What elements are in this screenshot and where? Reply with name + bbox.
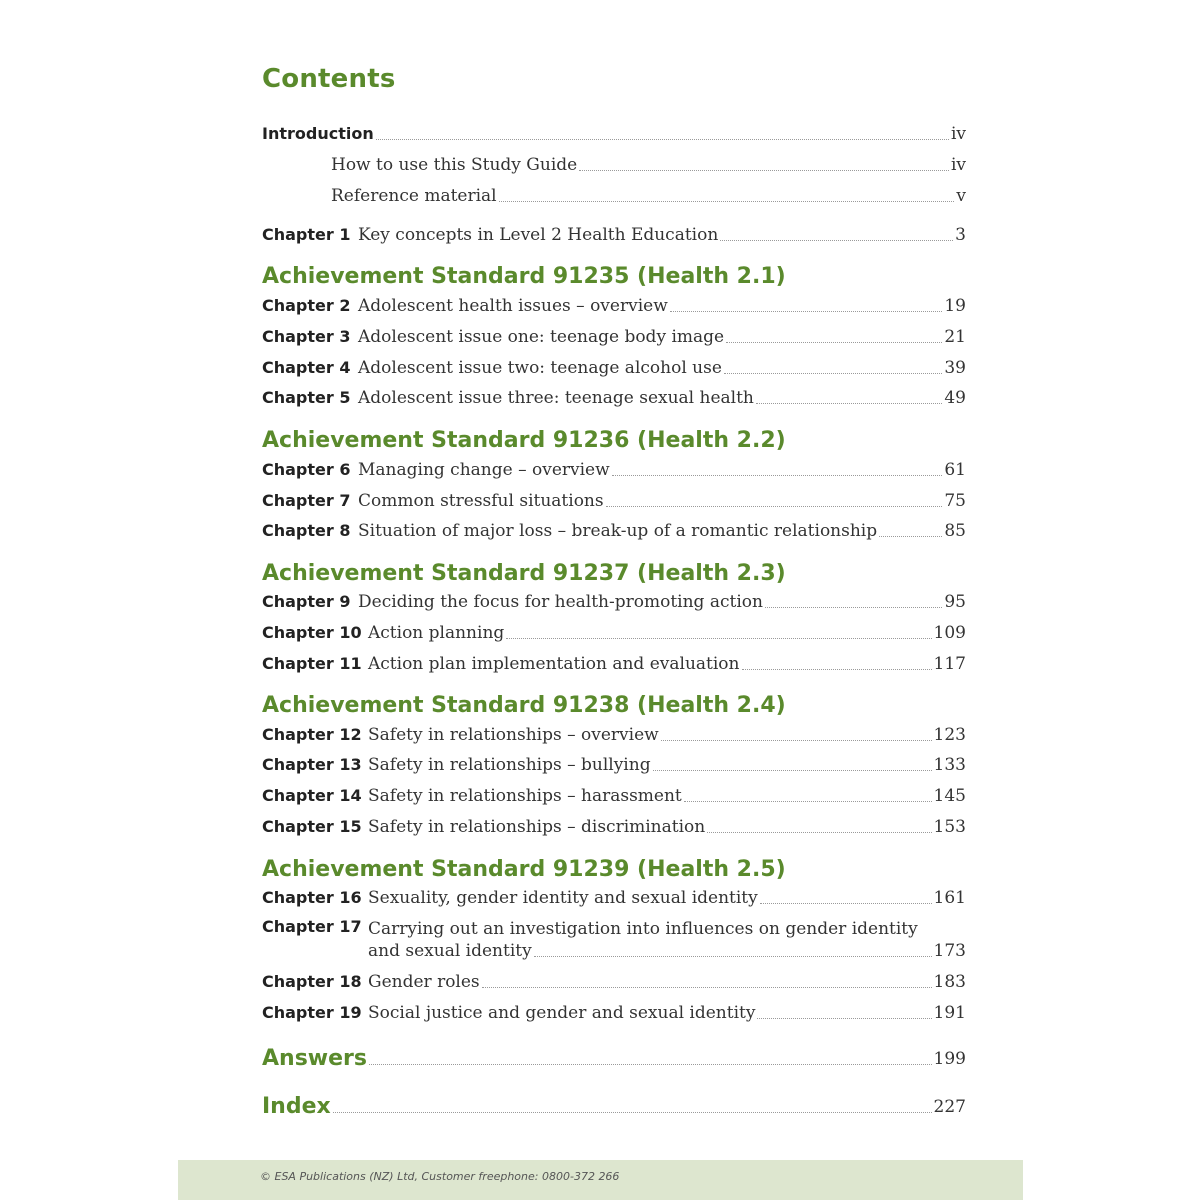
toc-chapter-row[interactable] <box>262 355 966 379</box>
dot-leader <box>760 903 932 904</box>
chapter-label: Chapter 15 <box>262 817 362 836</box>
toc-answers-row[interactable] <box>262 1041 966 1071</box>
page-number: 153 <box>933 817 966 837</box>
page-number: v <box>956 186 966 206</box>
page-number: 21 <box>944 327 966 347</box>
chapter-label: Chapter 4 <box>262 358 351 377</box>
toc-chapter-row[interactable] <box>262 488 966 512</box>
dot-leader <box>707 832 931 833</box>
dot-leader <box>369 1064 932 1065</box>
chapter-label: Chapter 12 <box>262 725 362 744</box>
toc-chapter-row[interactable] <box>262 457 966 481</box>
chapter-title-block <box>368 918 966 962</box>
page-title: Contents <box>262 64 396 94</box>
dot-leader <box>879 536 942 537</box>
chapter-title: Action plan implementation and evaluation <box>368 654 740 674</box>
page-number: 199 <box>933 1049 966 1069</box>
chapter-title: Adolescent issue two: teenage alcohol use <box>358 358 722 378</box>
chapter-title: Action planning <box>368 623 505 643</box>
entry-title: How to use this Study Guide <box>331 155 578 175</box>
chapter-label: Chapter 1 <box>262 225 351 244</box>
section-heading: Achievement Standard 91235 (Health 2.1) <box>262 264 786 289</box>
dot-leader <box>684 801 932 802</box>
chapter-label: Chapter 6 <box>262 460 351 479</box>
chapter-title: Adolescent issue three: teenage sexual health <box>358 388 754 408</box>
chapter-title: Adolescent health issues – overview <box>358 296 668 316</box>
toc-chapter-row[interactable] <box>262 969 966 993</box>
toc-intro-item[interactable] <box>262 183 966 207</box>
footer-bar <box>178 1160 1023 1200</box>
page-number: 227 <box>933 1097 966 1117</box>
chapter-label: Chapter 19 <box>262 1003 362 1022</box>
chapter-label: Chapter 2 <box>262 296 351 315</box>
dot-leader <box>670 311 943 312</box>
toc-chapter-row[interactable] <box>262 1000 966 1024</box>
toc-chapter-row[interactable] <box>262 518 966 542</box>
dot-leader <box>534 956 932 957</box>
page-number: 183 <box>933 972 966 992</box>
dot-leader <box>499 201 955 202</box>
toc-chapter-row[interactable] <box>262 885 966 909</box>
toc-chapter-row[interactable] <box>262 814 966 838</box>
chapter-title: Social justice and gender and sexual identity <box>368 1003 756 1023</box>
chapter-title: Safety in relationships – overview <box>368 725 659 745</box>
page-number: 19 <box>944 296 966 316</box>
chapter-label: Chapter 8 <box>262 521 351 540</box>
toc-index-row[interactable] <box>262 1089 966 1119</box>
chapter-title: Adolescent issue one: teenage body image <box>358 327 725 347</box>
toc-chapter-row[interactable] <box>262 620 966 644</box>
chapter-title: Safety in relationships – harassment <box>368 786 682 806</box>
toc-chapter-row[interactable] <box>262 385 966 409</box>
toc-chapter-row[interactable] <box>262 324 966 348</box>
toc-chapter-row[interactable] <box>262 916 966 962</box>
chapter-title: Key concepts in Level 2 Health Education <box>358 225 719 245</box>
page-number: 117 <box>933 654 966 674</box>
chapter-label: Chapter 16 <box>262 888 362 907</box>
dot-leader <box>653 770 932 771</box>
chapter-label: Chapter 14 <box>262 786 362 805</box>
chapter-label: Chapter 7 <box>262 491 351 510</box>
toc-chapter-row[interactable] <box>262 722 966 746</box>
section-heading: Achievement Standard 91237 (Health 2.3) <box>262 561 786 586</box>
chapter-title: Deciding the focus for health-promoting action <box>358 592 763 612</box>
chapter-title: Sexuality, gender identity and sexual identity <box>368 888 758 908</box>
dot-leader <box>333 1112 932 1113</box>
dot-leader <box>720 240 953 241</box>
toc-chapter-row[interactable] <box>262 589 966 613</box>
dot-leader <box>506 638 931 639</box>
dot-leader <box>757 1018 931 1019</box>
chapter-label: Chapter 10 <box>262 623 362 642</box>
chapter-title: Gender roles <box>368 972 480 992</box>
dot-leader <box>661 740 932 741</box>
page-number: 109 <box>933 623 966 643</box>
entry-title: Reference material <box>331 186 497 206</box>
page-number: 123 <box>933 725 966 745</box>
chapter-label: Chapter 13 <box>262 755 362 774</box>
chapter-title: Managing change – overview <box>358 460 610 480</box>
page-number: 39 <box>944 358 966 378</box>
toc-chapter-row[interactable] <box>262 293 966 317</box>
chapter-label: Chapter 17 <box>262 917 362 936</box>
dot-leader <box>606 506 943 507</box>
chapter-title-continued: and sexual identity <box>368 941 532 961</box>
chapter-label: Chapter 3 <box>262 327 351 346</box>
dot-leader <box>765 607 942 608</box>
toc-intro-item[interactable] <box>262 152 966 176</box>
page-number: iv <box>950 155 966 175</box>
page-number: 3 <box>955 225 966 245</box>
chapter-title-line2 <box>368 940 966 962</box>
dot-leader <box>726 342 942 343</box>
page-number: 85 <box>944 521 966 541</box>
chapter-title: Safety in relationships – discrimination <box>368 817 706 837</box>
dot-leader <box>482 987 932 988</box>
page-number: 191 <box>933 1003 966 1023</box>
page-number: 173 <box>933 941 966 961</box>
chapter-label: Chapter 9 <box>262 592 351 611</box>
toc-chapter-row[interactable] <box>262 752 966 776</box>
page-number: 75 <box>944 491 966 511</box>
chapter-label: Chapter 5 <box>262 388 351 407</box>
page-number: 95 <box>944 592 966 612</box>
chapter-title: Safety in relationships – bullying <box>368 755 651 775</box>
section-heading: Achievement Standard 91238 (Health 2.4) <box>262 693 786 718</box>
page-number: iv <box>950 124 966 144</box>
dot-leader <box>376 139 949 140</box>
dot-leader <box>579 170 949 171</box>
chapter-label: Chapter 11 <box>262 654 362 673</box>
chapter-title: Carrying out an investigation into influences on gender identity <box>368 919 918 939</box>
toc-chapter-row[interactable] <box>262 651 966 675</box>
chapter-label: Chapter 18 <box>262 972 362 991</box>
chapter-title: Situation of major loss – break-up of a romantic relationship <box>358 521 878 541</box>
toc-intro-row[interactable] <box>262 121 966 145</box>
intro-heading: Introduction <box>262 124 374 143</box>
dot-leader <box>612 475 943 476</box>
section-heading: Achievement Standard 91239 (Health 2.5) <box>262 857 786 882</box>
page-number: 145 <box>933 786 966 806</box>
toc-chapter-row[interactable] <box>262 783 966 807</box>
toc-chapter-row[interactable] <box>262 222 966 246</box>
dot-leader <box>742 669 932 670</box>
chapter-title: Common stressful situations <box>358 491 604 511</box>
page-number: 133 <box>933 755 966 775</box>
answers-label: Answers <box>262 1046 367 1071</box>
dot-leader <box>756 403 942 404</box>
page-number: 61 <box>944 460 966 480</box>
footer-text: © ESA Publications (NZ) Ltd, Customer freephone: 0800-372 266 <box>260 1170 620 1183</box>
dot-leader <box>724 373 942 374</box>
index-label: Index <box>262 1094 331 1119</box>
section-heading: Achievement Standard 91236 (Health 2.2) <box>262 428 786 453</box>
page-number: 161 <box>933 888 966 908</box>
page-number: 49 <box>944 388 966 408</box>
